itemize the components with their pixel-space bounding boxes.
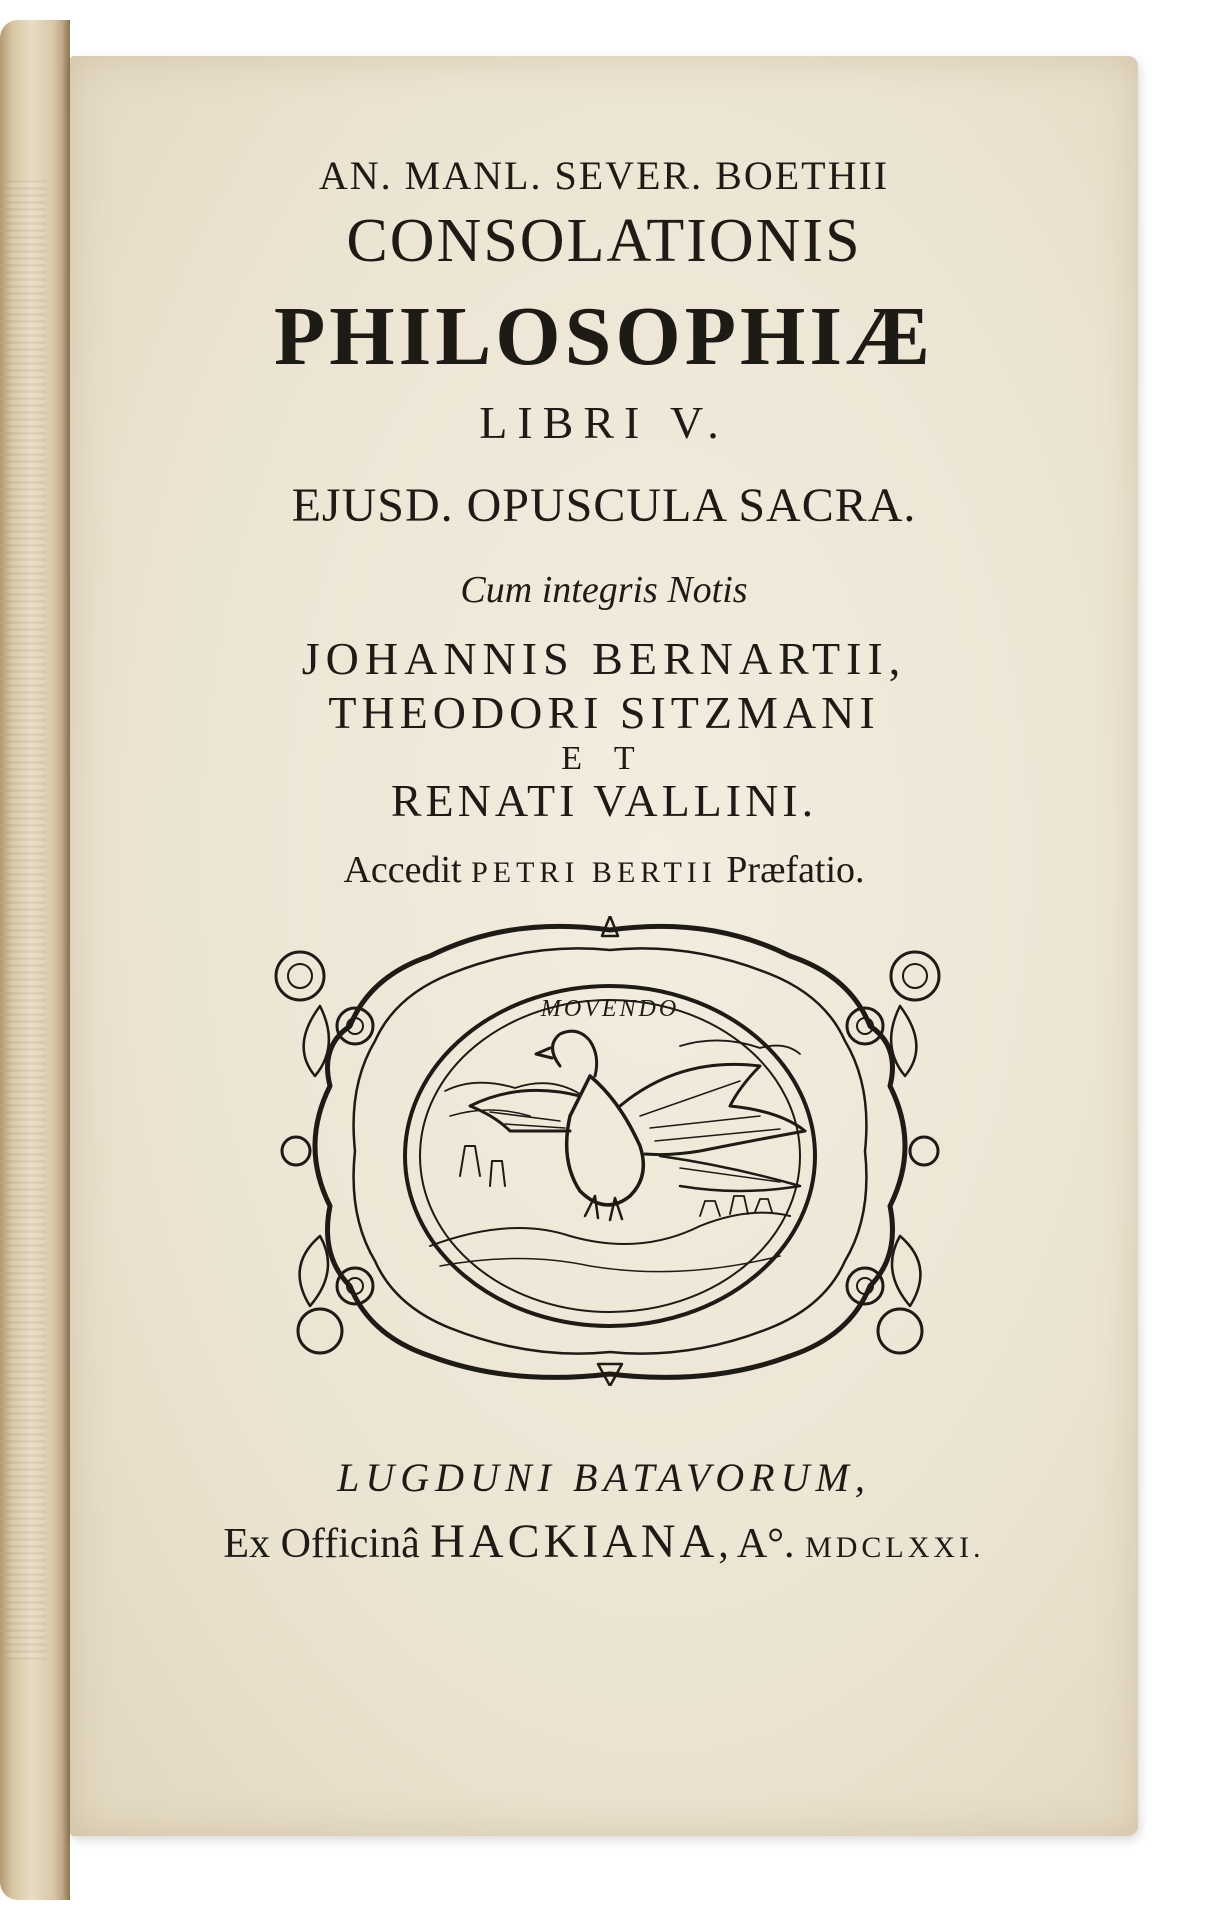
books-line: LIBRI V.: [479, 397, 729, 448]
imprint-year: MDCLXXI.: [805, 1531, 985, 1564]
preface-accedit: Accedit: [343, 849, 462, 891]
editor-vallin: RENATI VALLINI.: [390, 775, 818, 826]
imprint-place: LUGDUNI BATAVORUM,: [337, 1455, 871, 1500]
title-line-2: PHILOSOPHIÆ: [273, 290, 935, 383]
emblem-motto: MOVENDO: [540, 996, 680, 1022]
title-line-1: CONSOLATIONIS: [346, 207, 862, 275]
preface-line: [70, 848, 1138, 892]
book-spine: [0, 20, 70, 1900]
imprint-prefix: Ex Officinâ: [223, 1521, 420, 1567]
editor-bernartius: JOHANNIS BERNARTII,: [301, 633, 907, 684]
additional-work-line: EJUSD. OPUSCULA SACRA.: [291, 479, 917, 532]
notes-intro-line: Cum integris Notis: [460, 569, 748, 611]
preface-author: PETRI BERTII: [471, 856, 717, 889]
conjunction-line: E T: [561, 740, 647, 777]
editor-sitzmann: THEODORI SITZMANI: [328, 687, 880, 738]
preface-suffix: Præfatio.: [726, 849, 865, 891]
imprint-line: [70, 1514, 1138, 1569]
author-line: AN. MANL. SEVER. BOETHII: [318, 153, 890, 198]
imprint-printer: HACKIANA: [430, 1515, 719, 1568]
imprint-comma: ,: [718, 1521, 729, 1567]
imprint-year-prefix: A°.: [736, 1521, 795, 1567]
title-page: [70, 56, 1138, 1836]
eagle-emblem-icon: [260, 916, 960, 1386]
